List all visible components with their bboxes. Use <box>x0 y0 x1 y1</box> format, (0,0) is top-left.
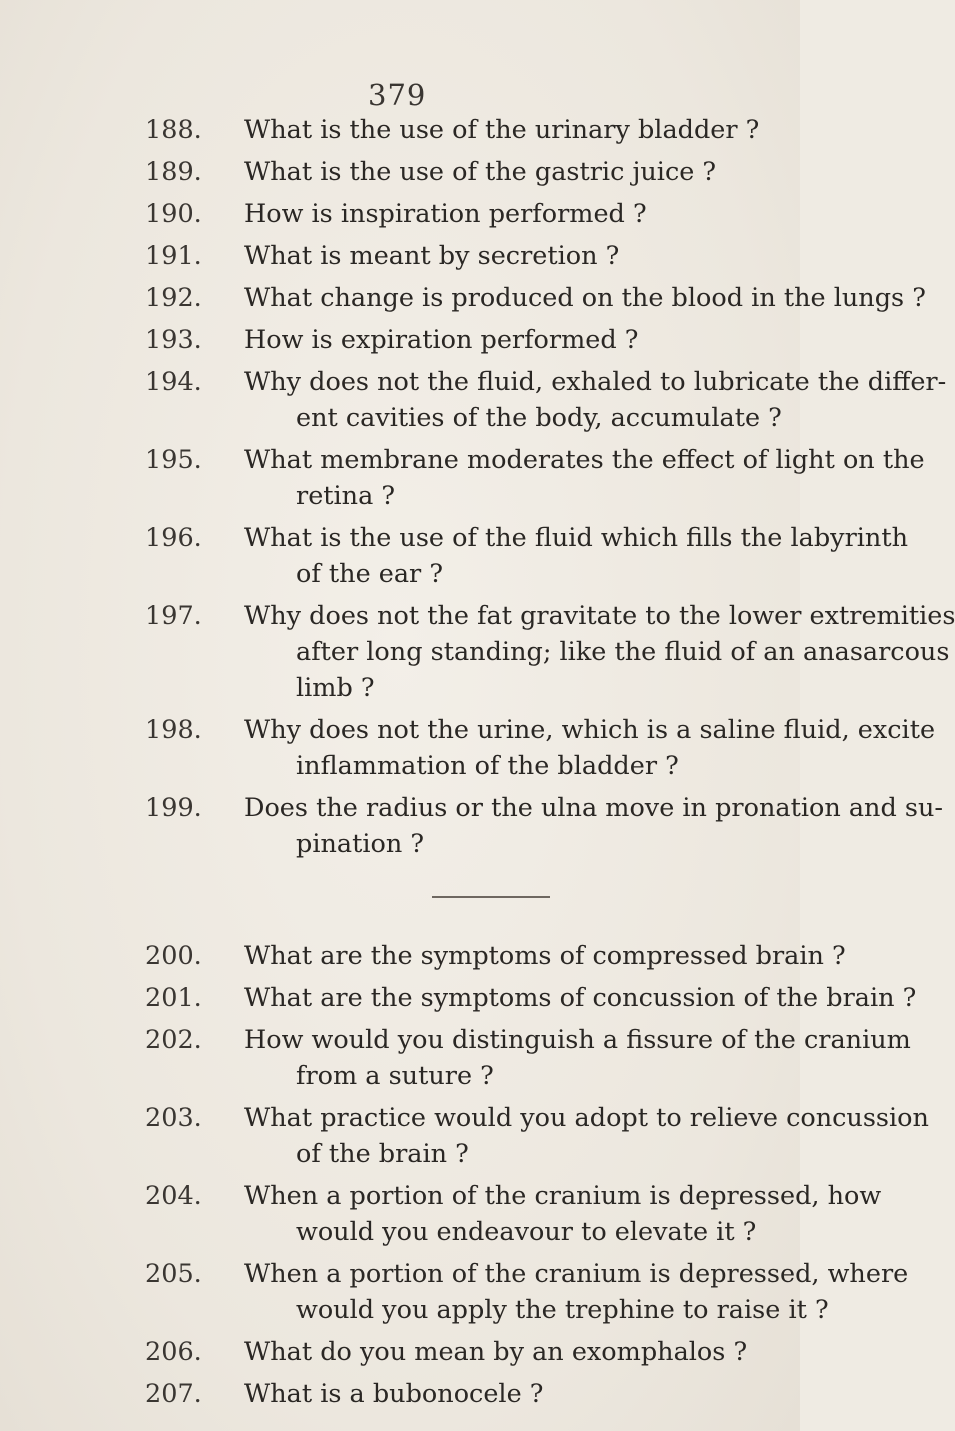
question-line: ent cavities of the body, accumulate ? <box>296 403 782 433</box>
question-item <box>0 364 947 436</box>
question-line: What is the use of the urinary bladder ? <box>244 115 760 145</box>
question-section-one <box>0 112 955 862</box>
question-text <box>244 712 936 784</box>
question-text <box>244 1256 909 1328</box>
question-item <box>0 238 800 274</box>
question-number: 203. <box>145 1103 202 1133</box>
question-line: What is a bubonocele ? <box>244 1379 544 1409</box>
question-number: 192. <box>145 283 202 313</box>
question-text <box>244 1376 784 1412</box>
question-line: would you apply the trephine to raise it ? <box>296 1295 829 1325</box>
question-item <box>0 280 926 316</box>
question-line: of the brain ? <box>296 1139 469 1169</box>
question-text <box>244 112 784 148</box>
question-number: 197. <box>145 601 202 631</box>
question-item <box>0 1334 800 1370</box>
question-text <box>244 196 784 232</box>
question-text <box>244 364 947 436</box>
question-line: How is inspiration performed ? <box>244 199 647 229</box>
question-number: 201. <box>145 983 202 1013</box>
question-line: would you endeavour to elevate it ? <box>296 1217 757 1247</box>
question-line: How is expiration performed ? <box>244 325 639 355</box>
question-item <box>0 322 800 358</box>
question-text <box>244 1022 911 1094</box>
question-number: 199. <box>145 793 202 823</box>
question-number: 196. <box>145 523 202 553</box>
question-line: of the ear ? <box>296 559 444 589</box>
page-number: 379 <box>368 78 427 112</box>
question-line: What change is produced on the blood in the lungs ? <box>244 283 926 313</box>
question-line: from a suture ? <box>296 1061 494 1091</box>
question-item <box>0 1100 929 1172</box>
question-line: limb ? <box>296 673 375 703</box>
question-line: What are the symptoms of compressed brain ? <box>244 941 846 971</box>
question-item <box>0 520 909 592</box>
question-number: 206. <box>145 1337 202 1367</box>
question-number: 188. <box>145 115 202 145</box>
question-line: What membrane moderates the effect of light on the <box>244 445 925 475</box>
question-item <box>0 442 925 514</box>
question-text <box>244 980 917 1016</box>
question-number: 205. <box>145 1259 202 1289</box>
question-number: 190. <box>145 199 202 229</box>
question-text <box>244 154 784 190</box>
question-line: When a portion of the cranium is depressed, how <box>244 1181 882 1211</box>
question-number: 193. <box>145 325 202 355</box>
question-line: retina ? <box>296 481 396 511</box>
question-line: How would you distinguish a fissure of the cranium <box>244 1025 911 1055</box>
question-text <box>244 1100 929 1172</box>
question-text <box>244 238 784 274</box>
question-line: What do you mean by an exomphalos ? <box>244 1337 748 1367</box>
section-divider-rule <box>432 896 550 898</box>
question-line: Does the radius or the ulna move in pronation and su- <box>244 793 944 823</box>
question-line: Why does not the urine, which is a saline fluid, excite <box>244 715 936 745</box>
question-item <box>0 1178 882 1250</box>
question-number: 198. <box>145 715 202 745</box>
question-text <box>244 938 846 974</box>
question-text <box>244 1334 784 1370</box>
question-item <box>0 196 800 232</box>
question-line: What is the use of the fluid which fills the labyrinth <box>244 523 909 553</box>
question-number: 195. <box>145 445 202 475</box>
question-item <box>0 1022 911 1094</box>
question-item <box>0 980 917 1016</box>
question-text <box>244 280 926 316</box>
question-line: pination ? <box>296 829 425 859</box>
question-text <box>244 442 925 514</box>
question-line: What practice would you adopt to relieve concussion <box>244 1103 929 1133</box>
question-text <box>244 598 955 706</box>
question-line: What is the use of the gastric juice ? <box>244 157 717 187</box>
question-line: When a portion of the cranium is depressed, where <box>244 1259 909 1289</box>
question-text <box>244 520 909 592</box>
question-item <box>0 1256 909 1328</box>
question-text <box>244 1178 882 1250</box>
question-line: Why does not the fluid, exhaled to lubricate the differ- <box>244 367 947 397</box>
question-line: Why does not the fat gravitate to the lower extremities <box>244 601 955 631</box>
question-item <box>0 1376 800 1412</box>
question-number: 204. <box>145 1181 202 1211</box>
question-list <box>0 112 955 1418</box>
question-line: after long standing; like the fluid of an anasarcous <box>296 637 950 667</box>
question-number: 191. <box>145 241 202 271</box>
question-number: 200. <box>145 941 202 971</box>
question-item <box>0 790 944 862</box>
question-number: 202. <box>145 1025 202 1055</box>
question-item <box>0 712 936 784</box>
question-number: 194. <box>145 367 202 397</box>
question-item <box>0 938 846 974</box>
question-line: What are the symptoms of concussion of the brain ? <box>244 983 917 1013</box>
question-item <box>0 154 800 190</box>
question-text <box>244 322 784 358</box>
question-text <box>244 790 944 862</box>
question-number: 207. <box>145 1379 202 1409</box>
question-item <box>0 598 955 706</box>
question-line: inflammation of the bladder ? <box>296 751 679 781</box>
question-number: 189. <box>145 157 202 187</box>
question-section-two <box>0 938 929 1412</box>
question-item <box>0 112 800 148</box>
question-line: What is meant by secretion ? <box>244 241 620 271</box>
